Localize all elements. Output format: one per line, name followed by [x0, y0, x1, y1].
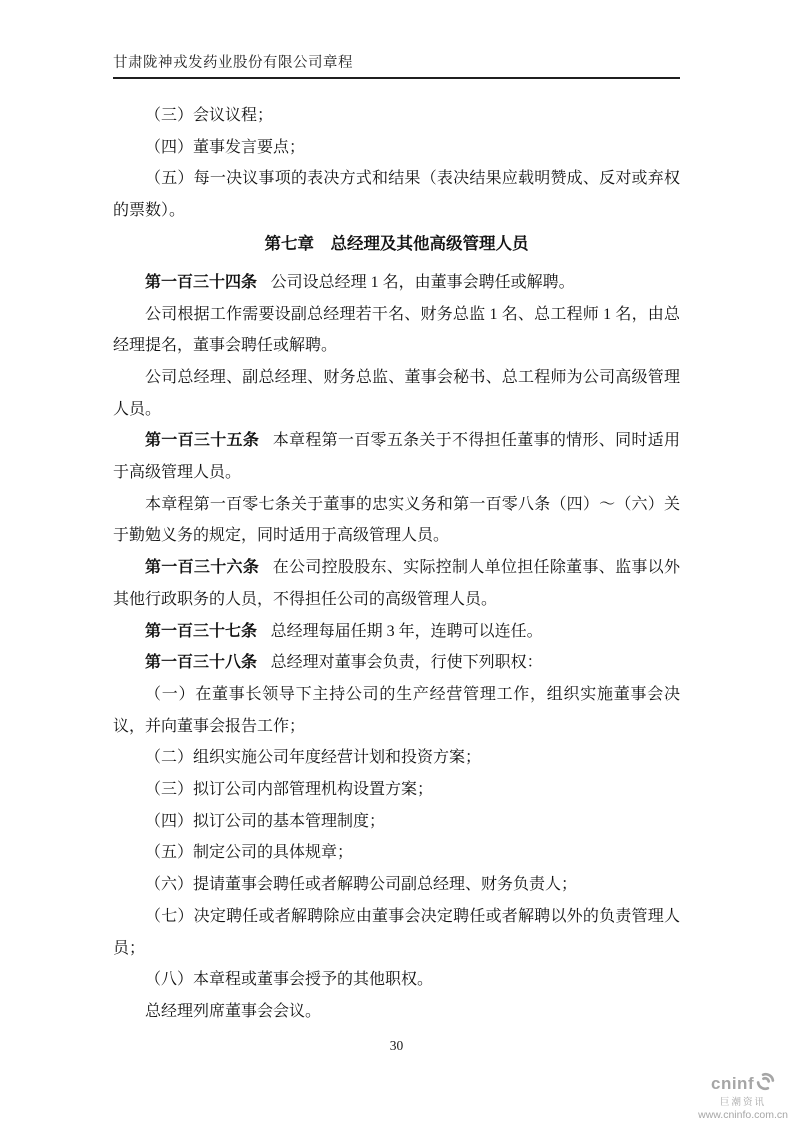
paragraph — [113, 616, 680, 648]
article-number: 第一百三十七条 — [145, 622, 258, 640]
page-number: 30 — [389, 1038, 404, 1053]
cninfo-logo-row — [711, 1072, 775, 1096]
header-title: 甘肃陇神戎发药业股份有限公司章程 — [113, 54, 680, 79]
article-text: 总经理对董事会负责，行使下列职权： — [270, 654, 543, 672]
cninfo-chinese-name: 巨潮资讯 — [720, 1097, 767, 1108]
paragraph: 公司根据工作需要设副总经理若干名、财务总监 1 名、总工程师 1 名，由总经理提名，董事会聘任或解聘。 — [113, 305, 680, 355]
document-body — [113, 100, 680, 1028]
chapter-heading: 第七章 总经理及其他高级管理人员 — [264, 233, 529, 253]
article-number: 第一百三十五条 — [145, 432, 260, 450]
paragraph — [113, 425, 680, 488]
paragraph: （八）本章程或董事会授予的其他职权。 — [145, 971, 434, 989]
paragraph: （四）董事发言要点； — [145, 138, 306, 156]
paragraph — [113, 552, 680, 615]
paragraph — [113, 647, 680, 679]
cninfo-logo — [698, 1072, 788, 1121]
article-number: 第一百三十四条 — [145, 273, 258, 291]
paragraph: （一）在董事长领导下主持公司的生产经营管理工作，组织实施董事会决议，并向董事会报告工作； — [113, 685, 680, 735]
article-text: 总经理每届任期 3 年，连聘可以连任。 — [270, 622, 543, 640]
article-number: 第一百三十六条 — [145, 559, 260, 577]
article-text: 本章程第一百零五条关于不得担任董事的情形、同时适用于高级管理人员。 — [113, 432, 680, 482]
paragraph: 公司总经理、副总经理、财务总监、董事会秘书、总工程师为公司高级管理人员。 — [113, 368, 680, 418]
paragraph: （三）拟订公司内部管理机构设置方案； — [145, 781, 434, 799]
article-text: 在公司控股股东、实际控制人单位担任除董事、监事以外其他行政职务的人员，不得担任公司的高级管理人员。 — [113, 559, 680, 608]
paragraph: （七）决定聘任或者解聘除应由董事会决定聘任或者解聘以外的负责管理人员； — [113, 907, 680, 957]
paragraph: （三）会议议程； — [145, 107, 274, 124]
article-number: 第一百三十八条 — [145, 654, 258, 672]
paragraph: 本章程第一百零七条关于董事的忠实义务和第一百零八条（四）～（六）关于勤勉义务的规定，同时适用于高级管理人员。 — [113, 495, 680, 545]
paragraph: （五）制定公司的具体规章； — [145, 844, 354, 862]
cninfo-brand-text: cninf — [711, 1074, 755, 1093]
paragraph: 总经理列席董事会会议。 — [145, 1002, 322, 1020]
cninfo-url: www.cninfo.com.cn — [698, 1109, 788, 1121]
paragraph: （六）提请董事会聘任或者解聘公司副总经理、财务负责人； — [145, 876, 578, 894]
paragraph: （二）组织实施公司年度经营计划和投资方案； — [145, 749, 482, 767]
article-text: 公司设总经理 1 名，由董事会聘任或解聘。 — [270, 273, 575, 291]
paragraph — [113, 267, 680, 299]
paragraph: （四）拟订公司的基本管理制度； — [145, 812, 386, 830]
cninfo-swirl-icon — [756, 1072, 775, 1096]
page-header — [113, 54, 680, 79]
paragraph: （五）每一决议事项的表决方式和结果（表决结果应载明赞成、反对或弃权的票数）。 — [113, 170, 680, 220]
